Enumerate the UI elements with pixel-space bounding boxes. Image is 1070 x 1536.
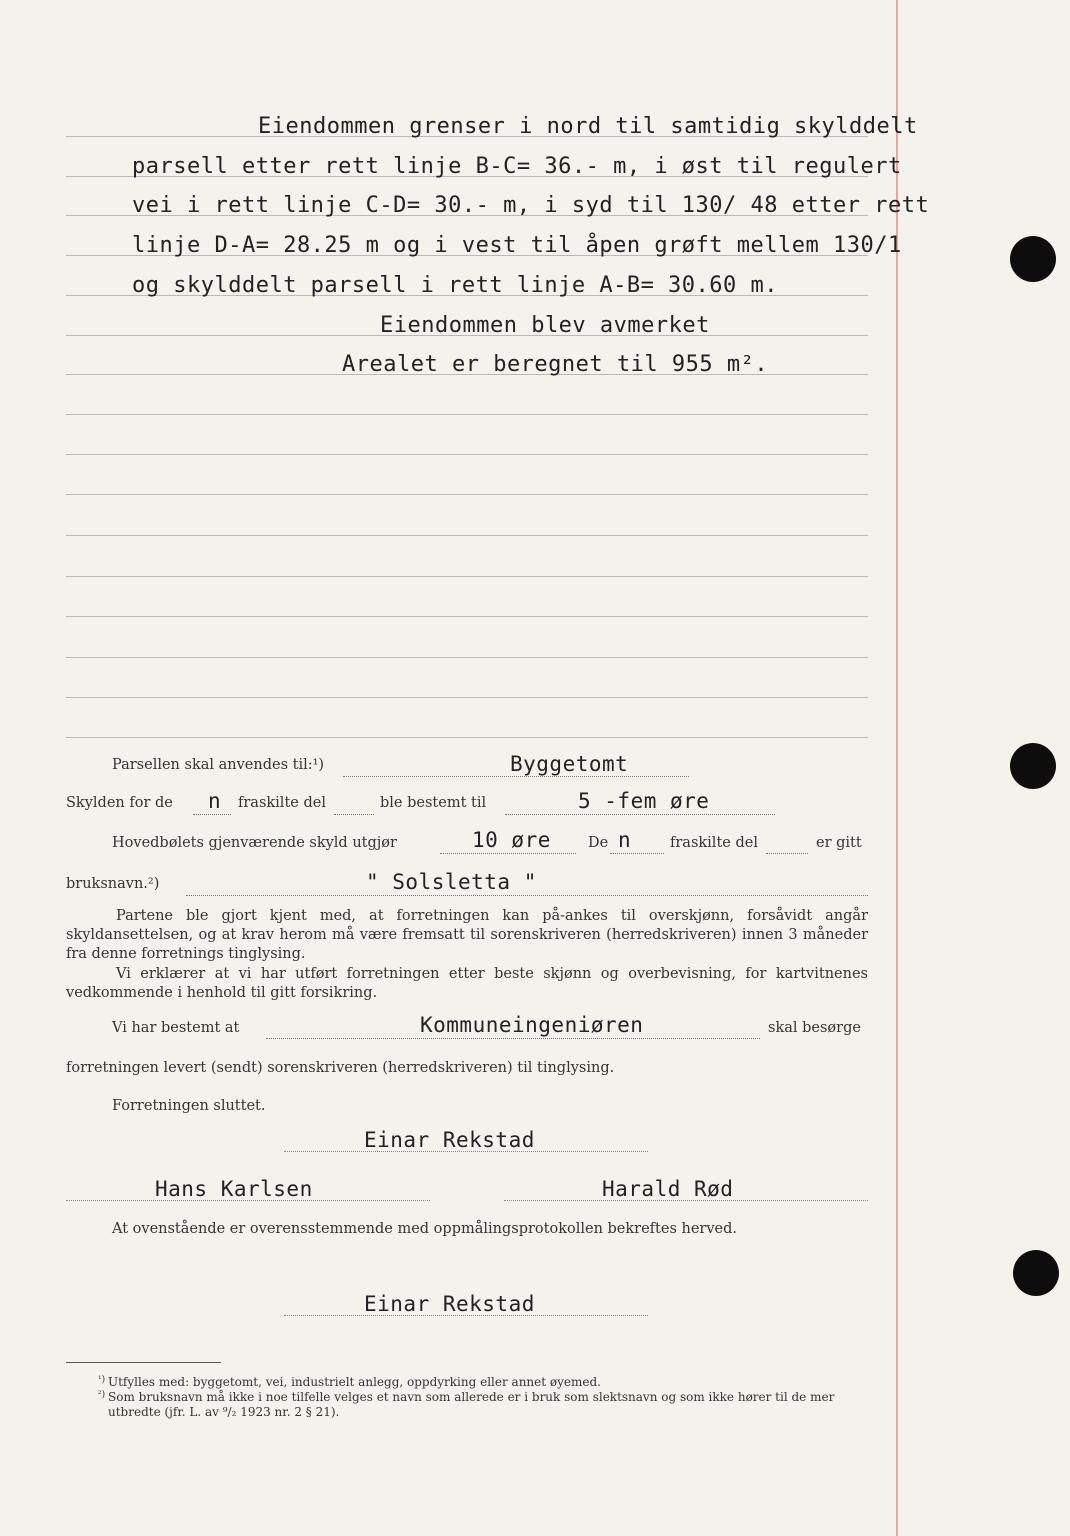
footnote-2-text: Som bruksnavn må ikke i noe tilfelle velges et navn som allerede er i bruk som slektsnavn og som ikke hører til de mer utbredte (jfr. L. av ⁹/₂ 1923 nr. 2 § 21). bbox=[108, 1390, 835, 1419]
delivery-text: forretningen levert (sendt) sorenskriveren (herredskriveren) til tinglysing. bbox=[66, 1060, 615, 1076]
footnote-2-mark: ²) bbox=[98, 1390, 106, 1400]
fraskilte-label: fraskilte del bbox=[670, 835, 758, 851]
ruled-line bbox=[66, 616, 868, 617]
punch-hole bbox=[1013, 1250, 1059, 1296]
ruled-line bbox=[66, 697, 868, 698]
ruled-line bbox=[66, 454, 868, 455]
punch-hole bbox=[1010, 236, 1056, 282]
typed-line: Arealet er beregnet til 955 m². bbox=[342, 352, 769, 377]
ruled-line bbox=[66, 535, 868, 536]
remaining-label: Hovedbølets gjenværende skyld utgjør bbox=[112, 835, 397, 851]
appeal-text: Partene ble gjort kjent med, at forretningen kan på-ankes til overskjønn, forsåvidt angår skyldansettelsen, og at krav herom må være fremsatt til sorenskriveren (herredskriveren) innen 3 måneder fra denne forretnings tinglysing. bbox=[66, 908, 868, 962]
footnote-rule bbox=[66, 1362, 221, 1363]
typed-line: linje D-A= 28.25 m og i vest til åpen grøft mellem 130/1 bbox=[132, 233, 902, 258]
typed-line: og skylddelt parsell i rett linje A-B= 30.60 m. bbox=[132, 273, 779, 298]
dotted-fill-line bbox=[610, 853, 664, 854]
footnote-2 bbox=[98, 1390, 868, 1420]
ruled-line bbox=[66, 414, 868, 415]
tax-value: 5 -fem øre bbox=[578, 789, 710, 813]
dotted-fill-line bbox=[343, 776, 689, 777]
typed-line: Eiendommen blev avmerket bbox=[380, 313, 710, 338]
name-value: " Solsletta " bbox=[366, 870, 537, 894]
signature-3: Harald Rød bbox=[602, 1177, 734, 1201]
ruled-line bbox=[66, 494, 868, 495]
tax-label-3: ble bestemt til bbox=[380, 795, 487, 811]
decided-suffix: skal besørge bbox=[768, 1020, 861, 1036]
dotted-fill-line bbox=[505, 814, 775, 815]
ruled-line bbox=[66, 737, 868, 738]
typed-line: parsell etter rett linje B-C= 36.- m, i øst til regulert bbox=[132, 154, 902, 179]
dotted-fill-line bbox=[440, 853, 576, 854]
footnote-1-mark: ¹) bbox=[98, 1375, 106, 1385]
name-label: bruksnavn.²) bbox=[66, 876, 160, 892]
closed-text: Forretningen sluttet. bbox=[112, 1098, 266, 1114]
tax-label-1: Skylden for de bbox=[66, 795, 173, 811]
decided-label: Vi har bestemt at bbox=[112, 1020, 240, 1036]
gitt-label: er gitt bbox=[816, 835, 862, 851]
punch-hole bbox=[1010, 743, 1056, 789]
signature-1: Einar Rekstad bbox=[364, 1128, 535, 1152]
appeal-paragraph bbox=[66, 907, 868, 964]
typed-line: Eiendommen grenser i nord til samtidig skylddelt bbox=[258, 114, 918, 139]
footnote-1 bbox=[98, 1375, 868, 1390]
declaration-paragraph bbox=[66, 965, 868, 1003]
ruled-line bbox=[66, 657, 868, 658]
declaration-text: Vi erklærer at vi har utført forretningen etter beste skjønn og overbevisning, for kartvitnenes vedkommende i henhold til gitt forsikring. bbox=[66, 966, 868, 1001]
de-n: n bbox=[618, 828, 632, 852]
footnote-1-text: Utfylles med: byggetomt, vei, industrielt anlegg, oppdyrking eller annet øyemed. bbox=[108, 1375, 601, 1389]
dotted-fill-line bbox=[766, 853, 808, 854]
dotted-fill-line bbox=[193, 814, 231, 815]
tax-n: n bbox=[208, 789, 222, 813]
use-label: Parsellen skal anvendes til:¹) bbox=[112, 757, 325, 773]
remaining-value: 10 øre bbox=[472, 828, 551, 852]
ruled-line bbox=[66, 576, 868, 577]
use-value: Byggetomt bbox=[510, 752, 629, 776]
signature-4: Einar Rekstad bbox=[364, 1292, 535, 1316]
red-margin-line bbox=[896, 0, 898, 1536]
dotted-fill-line bbox=[334, 814, 374, 815]
certify-text: At ovenstående er overensstemmende med oppmålingsprotokollen bekreftes herved. bbox=[112, 1221, 738, 1237]
dotted-fill-line bbox=[266, 1038, 760, 1039]
tax-label-2: fraskilte del bbox=[238, 795, 326, 811]
signature-2: Hans Karlsen bbox=[155, 1177, 313, 1201]
typed-line: vei i rett linje C-D= 30.- m, i syd til 130/ 48 etter rett bbox=[132, 193, 930, 218]
decided-value: Kommuneingeniøren bbox=[420, 1013, 644, 1037]
de-label: De bbox=[588, 835, 609, 851]
dotted-fill-line bbox=[186, 895, 868, 896]
